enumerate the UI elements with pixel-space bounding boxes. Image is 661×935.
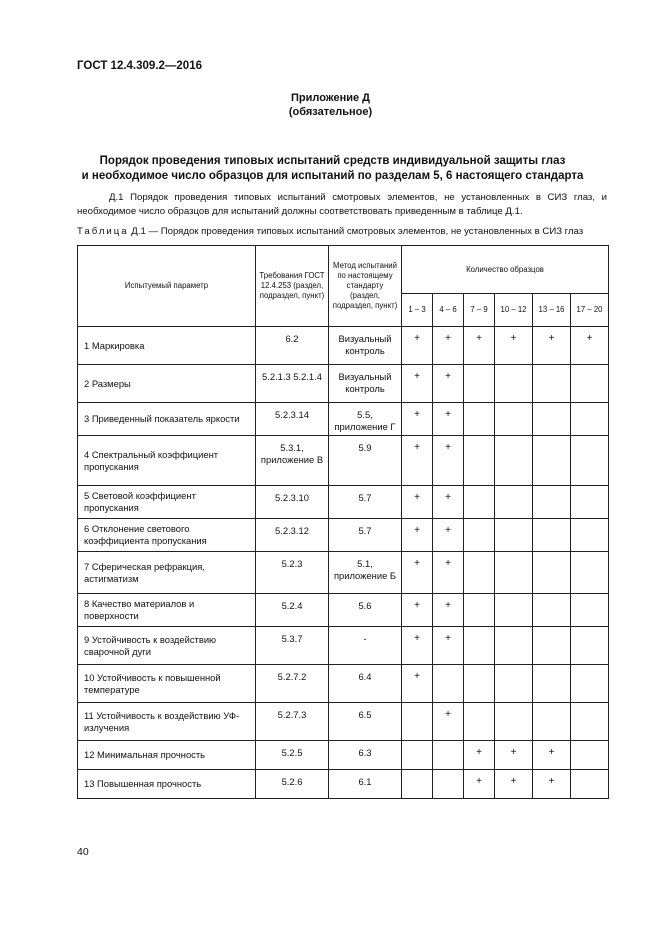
sample-mark-cell bbox=[571, 665, 609, 703]
method-cell: 5.7 bbox=[329, 486, 402, 519]
table-row bbox=[78, 594, 609, 627]
requirement-cell: 5.2.3.14 bbox=[256, 403, 329, 436]
table-row bbox=[78, 436, 609, 486]
sample-mark-cell bbox=[495, 403, 533, 436]
sample-mark-cell bbox=[464, 486, 495, 519]
method-cell: Визуальный контроль bbox=[329, 327, 402, 365]
sample-mark-cell bbox=[533, 627, 571, 665]
sample-mark-cell bbox=[571, 552, 609, 594]
sample-mark-cell: + bbox=[433, 403, 464, 436]
sample-mark-cell: + bbox=[402, 627, 433, 665]
paragraph-d1: Д.1 Порядок проведения типовых испытаний смотровых элементов, не установленных в СИЗ глаз, и необходимое число образцов для испытаний должны соответствовать приведенным в таблице Д.1. bbox=[77, 192, 607, 217]
parameter-cell: 4 Спектральный коэффициент пропускания bbox=[78, 436, 256, 486]
table-row bbox=[78, 741, 609, 770]
method-cell: 5.5, приложение Г bbox=[329, 403, 402, 436]
sample-mark-cell bbox=[495, 486, 533, 519]
sample-mark-cell bbox=[533, 403, 571, 436]
sample-mark-cell: + bbox=[533, 770, 571, 799]
requirement-cell: 5.2.3 bbox=[256, 552, 329, 594]
sample-mark-cell: + bbox=[464, 741, 495, 770]
parameter-cell: 8 Качество материалов и поверхности bbox=[78, 594, 256, 627]
header-range: 10 – 12 bbox=[495, 294, 533, 327]
sample-mark-cell: + bbox=[433, 486, 464, 519]
sample-mark-cell bbox=[464, 627, 495, 665]
method-cell: Визуальный контроль bbox=[329, 365, 402, 403]
sample-mark-cell bbox=[571, 627, 609, 665]
sample-mark-cell bbox=[464, 665, 495, 703]
parameter-cell: 1 Маркировка bbox=[78, 327, 256, 365]
sample-mark-cell bbox=[433, 741, 464, 770]
parameter-cell: 2 Размеры bbox=[78, 365, 256, 403]
header-requirements: Требования ГОСТ 12.4.253 (раздел, подраздел, пункт) bbox=[256, 246, 329, 327]
table-row bbox=[78, 703, 609, 741]
sample-mark-cell bbox=[433, 665, 464, 703]
requirement-cell: 5.2.7.2 bbox=[256, 665, 329, 703]
method-cell: 5.9 bbox=[329, 436, 402, 486]
section-title-line-1: Порядок проведения типовых испытаний средств индивидуальной защиты глаз bbox=[99, 155, 566, 167]
parameter-cell: 11 Устойчивость к воздействию УФ-излучения bbox=[78, 703, 256, 741]
sample-mark-cell bbox=[464, 436, 495, 486]
header-range: 4 – 6 bbox=[433, 294, 464, 327]
appendix-title: Приложение Д bbox=[291, 92, 370, 104]
sample-mark-cell bbox=[533, 552, 571, 594]
table-row bbox=[78, 770, 609, 799]
method-cell: - bbox=[329, 627, 402, 665]
parameter-cell: 3 Приведенный показатель яркости bbox=[78, 403, 256, 436]
sample-mark-cell bbox=[571, 365, 609, 403]
sample-mark-cell bbox=[571, 436, 609, 486]
sample-mark-cell bbox=[464, 594, 495, 627]
method-cell: 6.4 bbox=[329, 665, 402, 703]
table-row bbox=[78, 365, 609, 403]
sample-mark-cell: + bbox=[571, 327, 609, 365]
table-row bbox=[78, 327, 609, 365]
parameter-cell: 12 Минимальная прочность bbox=[78, 741, 256, 770]
header-sample-count: Количество образцов bbox=[402, 246, 609, 294]
test-procedure-table bbox=[77, 245, 609, 799]
sample-mark-cell: + bbox=[402, 486, 433, 519]
sample-mark-cell: + bbox=[402, 519, 433, 552]
sample-mark-cell: + bbox=[433, 519, 464, 552]
sample-mark-cell: + bbox=[495, 327, 533, 365]
sample-mark-cell bbox=[571, 770, 609, 799]
sample-mark-cell bbox=[571, 403, 609, 436]
sample-mark-cell: + bbox=[533, 327, 571, 365]
appendix-status: (обязательное) bbox=[288, 106, 373, 118]
table-caption-text: Д.1 — Порядок проведения типовых испытаний смотровых элементов, не установленных в СИЗ глаз bbox=[131, 226, 584, 237]
sample-mark-cell: + bbox=[533, 741, 571, 770]
requirement-cell: 5.3.7 bbox=[256, 627, 329, 665]
sample-mark-cell: + bbox=[402, 436, 433, 486]
requirement-cell: 5.2.5 bbox=[256, 741, 329, 770]
table-row bbox=[78, 519, 609, 552]
page-number: 40 bbox=[77, 846, 89, 858]
sample-mark-cell bbox=[464, 365, 495, 403]
sample-mark-cell bbox=[464, 703, 495, 741]
sample-mark-cell bbox=[464, 552, 495, 594]
sample-mark-cell: + bbox=[402, 327, 433, 365]
sample-mark-cell: + bbox=[402, 594, 433, 627]
sample-mark-cell bbox=[495, 552, 533, 594]
table-row bbox=[78, 627, 609, 665]
sample-mark-cell bbox=[571, 519, 609, 552]
sample-mark-cell bbox=[571, 594, 609, 627]
sample-mark-cell: + bbox=[433, 703, 464, 741]
requirement-cell: 5.2.6 bbox=[256, 770, 329, 799]
sample-mark-cell bbox=[533, 436, 571, 486]
sample-mark-cell: + bbox=[464, 770, 495, 799]
sample-mark-cell: + bbox=[433, 365, 464, 403]
sample-mark-cell bbox=[495, 519, 533, 552]
sample-mark-cell: + bbox=[402, 552, 433, 594]
requirement-cell: 5.2.3.12 bbox=[256, 519, 329, 552]
table-row bbox=[78, 403, 609, 436]
sample-mark-cell: + bbox=[433, 627, 464, 665]
parameter-cell: 7 Сферическая рефракция, астигматизм bbox=[78, 552, 256, 594]
header-range: 17 – 20 bbox=[571, 294, 609, 327]
parameter-cell: 5 Световой коэффициент пропускания bbox=[78, 486, 256, 519]
requirement-cell: 5.2.4 bbox=[256, 594, 329, 627]
sample-mark-cell bbox=[571, 703, 609, 741]
method-cell: 5.7 bbox=[329, 519, 402, 552]
sample-mark-cell bbox=[402, 770, 433, 799]
requirement-cell: 5.2.1.3 5.2.1.4 bbox=[256, 365, 329, 403]
header-method: Метод испытаний по настоящему стандарту (раздел, подраздел, пункт) bbox=[329, 246, 402, 327]
method-cell: 6.5 bbox=[329, 703, 402, 741]
parameter-cell: 10 Устойчивость к повышенной температуре bbox=[78, 665, 256, 703]
sample-mark-cell: + bbox=[433, 552, 464, 594]
method-cell: 6.1 bbox=[329, 770, 402, 799]
requirement-cell: 5.3.1, приложение В bbox=[256, 436, 329, 486]
table-caption-label: Таблица bbox=[77, 226, 129, 237]
sample-mark-cell bbox=[495, 436, 533, 486]
requirement-cell: 5.2.7.3 bbox=[256, 703, 329, 741]
sample-mark-cell bbox=[533, 703, 571, 741]
requirement-cell: 5.2.3.10 bbox=[256, 486, 329, 519]
table-row bbox=[78, 665, 609, 703]
sample-mark-cell: + bbox=[433, 327, 464, 365]
sample-mark-cell bbox=[464, 403, 495, 436]
sample-mark-cell: + bbox=[464, 327, 495, 365]
sample-mark-cell bbox=[495, 665, 533, 703]
sample-mark-cell: + bbox=[433, 436, 464, 486]
table-row bbox=[78, 552, 609, 594]
parameter-cell: 13 Повышенная прочность bbox=[78, 770, 256, 799]
sample-mark-cell bbox=[402, 703, 433, 741]
sample-mark-cell bbox=[495, 594, 533, 627]
method-cell: 6.3 bbox=[329, 741, 402, 770]
sample-mark-cell bbox=[571, 486, 609, 519]
header-range: 7 – 9 bbox=[464, 294, 495, 327]
sample-mark-cell: + bbox=[433, 594, 464, 627]
header-range: 13 – 16 bbox=[533, 294, 571, 327]
parameter-cell: 9 Устойчивость к воздействию сварочной дуги bbox=[78, 627, 256, 665]
sample-mark-cell bbox=[495, 627, 533, 665]
sample-mark-cell bbox=[533, 365, 571, 403]
sample-mark-cell: + bbox=[402, 665, 433, 703]
sample-mark-cell bbox=[464, 519, 495, 552]
parameter-cell: 6 Отклонение светового коэффициента пропускания bbox=[78, 519, 256, 552]
table-caption bbox=[77, 226, 583, 237]
sample-mark-cell bbox=[533, 594, 571, 627]
sample-mark-cell: + bbox=[495, 770, 533, 799]
sample-mark-cell bbox=[533, 486, 571, 519]
header-range: 1 – 3 bbox=[402, 294, 433, 327]
table-row bbox=[78, 486, 609, 519]
sample-mark-cell bbox=[533, 519, 571, 552]
document-code: ГОСТ 12.4.309.2—2016 bbox=[77, 60, 202, 72]
requirement-cell: 6.2 bbox=[256, 327, 329, 365]
sample-mark-cell bbox=[495, 365, 533, 403]
sample-mark-cell: + bbox=[402, 403, 433, 436]
sample-mark-cell: + bbox=[495, 741, 533, 770]
sample-mark-cell: + bbox=[402, 365, 433, 403]
header-parameter: Испытуемый параметр bbox=[78, 246, 256, 327]
sample-mark-cell bbox=[433, 770, 464, 799]
sample-mark-cell bbox=[495, 703, 533, 741]
sample-mark-cell bbox=[402, 741, 433, 770]
method-cell: 5.1, приложение Б bbox=[329, 552, 402, 594]
section-title-line-2: и необходимое число образцов для испытаний по разделам 5, 6 настоящего стандарта bbox=[81, 170, 584, 182]
sample-mark-cell bbox=[533, 665, 571, 703]
method-cell: 5.6 bbox=[329, 594, 402, 627]
sample-mark-cell bbox=[571, 741, 609, 770]
